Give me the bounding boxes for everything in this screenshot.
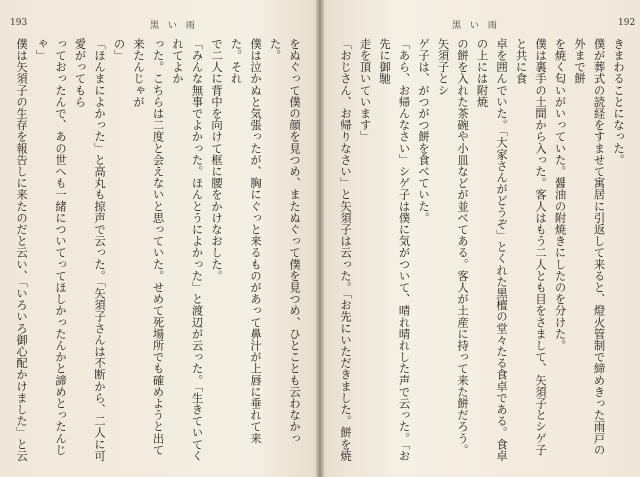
text-line: 僕は裏手の土間から入った。客人はもう二人とも目をさまして、矢須子とシゲ子と共に食 — [514, 38, 547, 456]
text-line: 「あら、お帰んなさい」シゲ子は僕に気がついて、晴れ晴れした声で云った。「お先に御馳 — [378, 38, 411, 462]
text-line: で二人に背中を向けて框に腰をかけなおした。 — [210, 38, 223, 282]
text-line: ゲ子は、がつがつ餅を食べていた。 — [417, 38, 430, 224]
text-line: 「おじさん、お帰りなさい」と矢須子は云った。「お先にいただきました。餅を焼 — [339, 38, 352, 462]
right-page-number: 192 — [618, 18, 636, 28]
text-line: をぬぐって僕の顔を見つめ、またぬぐって僕を見つめ、ひとことも云わなかった。 — [268, 38, 301, 444]
left-page-body — [14, 38, 304, 463]
text-line: 卓を囲んでいた。「大家さんがどうぞ」とくれた黒檀の堂々たる食卓である。食卓の上には附焼 — [475, 38, 508, 462]
text-line: 僕は泣かぬと気張ったが、胸にぐっと来るものがあって鼻汁が上唇に垂れて来た。それ — [229, 38, 262, 444]
text-line: の」 — [112, 38, 126, 62]
text-line: 僕は矢須子の生存を報告しに来たのだと云い、「いろいろ御心配かけました」と云 — [15, 38, 28, 462]
right-page — [322, 0, 640, 477]
right-running-title: 黒 い 雨 — [452, 21, 500, 31]
text-line: 僕が葬式の読経をすませて寓居に引返して来ると、燈火管制で締めきった雨戸の外まで餅 — [573, 38, 606, 456]
right-page-body — [332, 38, 628, 463]
text-line: 「ほんまによかった」と高丸も掠声で云った。「矢須子さんは不断から、二人に可愛がってもら — [73, 38, 106, 462]
text-line: った。こちらは二度と会えないと思っていた。せめて死場所でも確めようと出て来たんじゃが — [132, 38, 165, 456]
text-line: 走を頂いています」 — [358, 38, 372, 143]
text-line: 「みんな無事でよかった。ほんとうによかった」と渡辺が云った。「生きていてくれてよか — [171, 38, 204, 462]
left-running-title: 黒 い 雨 — [150, 21, 198, 31]
text-line: を焼く匂いがいっていた。醤油の附焼きにしたのを分けた。 — [553, 38, 567, 352]
left-page-number: 193 — [10, 18, 28, 28]
left-page — [0, 0, 318, 477]
text-line: きまわることになった。 — [612, 38, 625, 166]
text-line: の餅を入れた茶碗や小皿などが並べてある。客人が土産に持って来た餅だろう。矢須子とシ — [436, 38, 469, 456]
text-line: っておったんで、あの世へも一緒についてってほしかったんかと諦めとったんじゃ」 — [34, 38, 67, 456]
